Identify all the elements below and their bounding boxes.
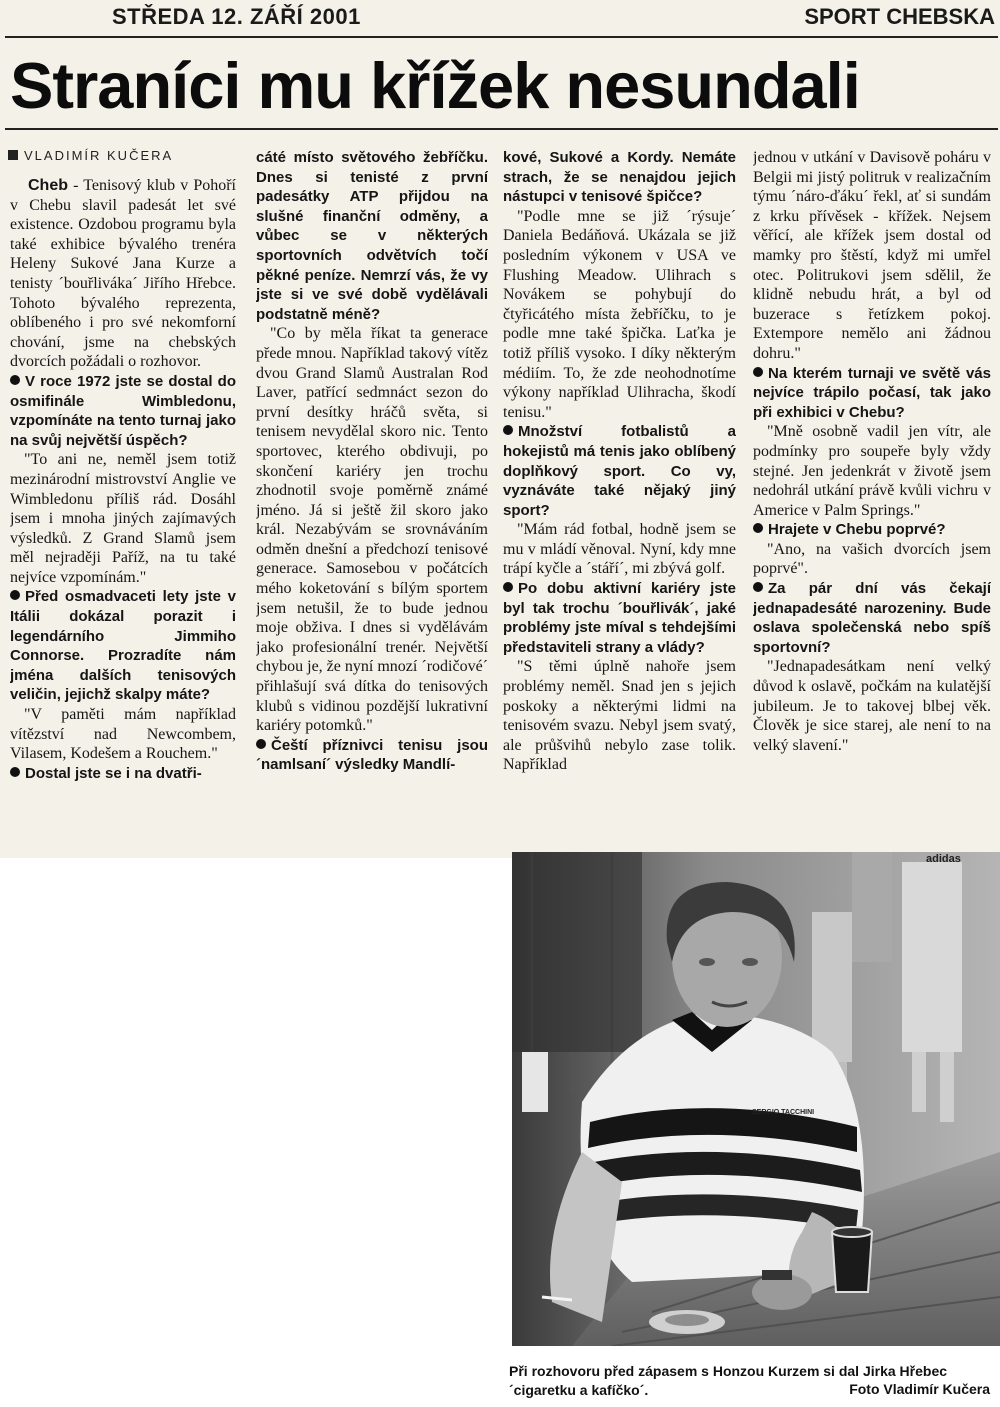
article-column-3 — [503, 148, 736, 838]
question-text: cáté místo světového žebříčku. Dnes si tenisté z první padesátky ATP přijdou na slušné finanční odměny, a vůbec se v některých sportovních odvětvích točí pěkné peníze. Nemrzí vás, že vy jste si ve své době vydělávali podstatně méně? — [256, 149, 488, 323]
adidas-logo-text: adidas — [926, 853, 961, 865]
photo-caption: Při rozhovoru před zápasem s Honzou Kurzem si dal Jirka Hřebec ´cigaretku a kafíčko´. — [509, 1363, 948, 1398]
header-rule — [5, 36, 998, 38]
bullet-icon — [753, 523, 763, 533]
interview-answer: "Ano, na vašich dvorcích jsem poprvé". — [753, 540, 991, 578]
lead-paragraph — [10, 176, 236, 372]
question-text: Čeští příznivci tenisu jsou ´namlsaní´ výsledky Mandlí- — [256, 736, 488, 774]
question-text: Hrajete v Chebu poprvé? — [768, 521, 946, 539]
interview-answer: "V paměti mám například vítězství nad Newcombem, Vilasem, Kodešem a Rouchem." — [10, 706, 236, 763]
interview-answer: jednou v utkání v Davisově poháru v Belgii mi jistý politruk v realizačním týmu ´náro-ďáku´ řekl, ať si sundám z krku přívěsek - křížek. Nejsem věřící, ale křížek jsem dostal od mamky pro štěstí, když mi umřel otec. Politrukovi jsem sdělil, že klidně nebudu hrát, a byl od buzerace s řetízkem pokoj. Extempore nemělo ani žádnou dohru." — [753, 149, 991, 362]
interview-question — [753, 364, 991, 423]
byline — [8, 148, 173, 163]
interview-answer: "Podle mne se již ´rýsuje´ Daniela Bedáňová. Ukázala se již posledním výkonem v USA ve Flushing Meadow. Ulihrach s Novákem se pohybují do čtyřicátého místa žebříčku, to je podle mne také špička. Laťka je totiž příliš vysoko. I díky některým médiím. To, že zde neohodnotíme výkony například Ulihracha, škodí tenisu." — [503, 207, 736, 421]
photo-illustration — [512, 852, 1000, 1346]
question-text: Množství fotbalistů a hokejistů má tenis jako oblíbený doplňkový sport. Co vy, vyznáváte také nějaký jiný sport? — [503, 423, 736, 519]
photo-credit: Foto Vladimír Kučera — [849, 1381, 990, 1397]
article-column-1 — [10, 176, 236, 828]
interview-question — [503, 148, 736, 207]
shirt-logo-text: SERGIO TACCHINI — [752, 1109, 815, 1116]
interview-answer: "Jednapadesátkam není velký důvod k oslavě, počkám na kulatější jubileum. Je to takovej blbej věk. Člověk je sice starej, ale není to na velký slavení." — [753, 658, 991, 754]
question-text: Před osmadvaceti lety jste v Itálii dokázal porazit i legendárního Jimmiho Connorse. Prozradíte nám jména dalších tenisových veličin, jejichž skalpy máte? — [10, 588, 236, 704]
interview-answer: "Mám rád fotbal, hodně jsem se mu v mládí věnoval. Nyní, kdy mne trápí kyčle a ´stáří´, mi zbývá golf. — [503, 521, 736, 578]
interview-question — [10, 587, 236, 705]
interview-answer: "Mně osobně vadil jen vítr, ale podmínky pro soupeře byly vždy stejné. Jen jedenkrát v životě jsem nedohrál utkání právě kvůli vichru v Americe v Palm Springs." — [753, 423, 991, 519]
question-text: V roce 1972 jste se dostal do osmifinále Wimbledonu, vzpomínáte na tento turnaj jako na svůj největší úspěch? — [10, 372, 236, 449]
interview-question — [503, 579, 736, 657]
bullet-icon — [10, 767, 20, 777]
article-headline: Straníci mu křížek nesundali — [10, 49, 860, 122]
bullet-icon — [10, 590, 20, 600]
bullet-icon — [753, 582, 763, 592]
question-text: Dostal jste se i na dvatři- — [25, 764, 202, 782]
interview-question — [10, 764, 236, 784]
byline-square-icon — [8, 150, 18, 160]
question-text: Za pár dní vás čekají jednapadesáté narozeniny. Bude oslava společenská nebo spíš sportovní? — [753, 580, 991, 656]
coffee-cup — [832, 1227, 872, 1292]
question-text: kové, Sukové a Kordy. Nemáte strach, že se nenajdou jejich nástupci v tenisové špičce? — [503, 149, 736, 206]
interview-answer: "To ani ne, neměl jsem totiž mezinárodní mistrovství Anglie ve Wimbledonu příliš rád. Dosáhl jsem i mnoha jiných zajímavých výsledků. Z Grand Slamů jsem měl nejraději Paříž, na tu také nejvíce vzpomínám." — [10, 451, 236, 586]
author-name: VLADIMÍR KUČERA — [24, 148, 174, 163]
bullet-icon — [503, 425, 513, 435]
bullet-icon — [503, 582, 513, 592]
interview-answer: "S těmi úplně nahoře jsem problémy neměl. Snad jen s jejich poskoky a některými lidmi na tenisovém svazu. Nebyl jsem svatý, ale průšvihů nebylo zase tolik. Například — [503, 658, 736, 774]
headline-rule — [5, 128, 998, 130]
bullet-icon — [256, 739, 266, 749]
lead-text: - Tenisový klub v Pohoří v Chebu slavil padesát let své existence. Ozdobou programu byla také exhibice bývalého trenéra Heleny Sukové Jana Kurze a tenisty ´bouřliváka´ Jiřího Hřebce. Tohoto bývalého reprezenta, oblíbeného i pro své nekomforní chování, jsme na chebských dvorcích požádali o rozhovor. — [10, 177, 236, 371]
question-text: Po dobu aktivní kariéry jste byl tak trochu ´bouřlivák´, jaké problémy jste míval s tehdejšími představiteli strany a vlády? — [503, 580, 736, 656]
interview-question — [10, 372, 236, 450]
interview-question — [753, 520, 991, 540]
section-name: SPORT CHEBSKA — [804, 4, 995, 29]
question-text: Na kterém turnaji ve světě vás nejvíce trápilo počasí, tak jako při exhibici v Chebu? — [753, 364, 991, 421]
article-column-2 — [256, 148, 488, 836]
issue-date: STŘEDA 12. ZÁŘÍ 2001 — [112, 4, 361, 29]
bullet-icon — [10, 375, 20, 385]
dateline: Cheb — [28, 177, 68, 194]
article-column-4 — [753, 148, 991, 838]
interview-question — [753, 579, 991, 657]
interview-question — [256, 736, 488, 775]
interview-photo — [512, 852, 1000, 1346]
interview-question — [503, 422, 736, 520]
bullet-icon — [753, 367, 763, 377]
interview-answer: "Co by měla říkat ta generace přede mnou. Například takový vítěz dvou Grand Slamů Australan Rod Laver, patřící sedmnáct sezon do první desítky hráčů světa, si tenisem nevydělal skoro nic. Tento sportovec, kterého obdivuji, po skončení kariéry jen trochu zhodnotil svoje poměrně známé jméno. Já si ještě žil skoro jako král. Nezabývám se srovnáváním odměn dnešní a předchozí tenisové generace. Samosebou v počátcích mého koketování s bílým sportem jsem netušil, že to bude jednou moje obživa. I dnes si vydělávám jako profesionální trenér. Největší chybou je, že nyní mnozí ´rodičové´ přihlašují svá dítka do tenisových klubů s vidinou pozdější lukrativní kariéry potomků." — [256, 325, 488, 735]
interview-question — [256, 148, 488, 324]
